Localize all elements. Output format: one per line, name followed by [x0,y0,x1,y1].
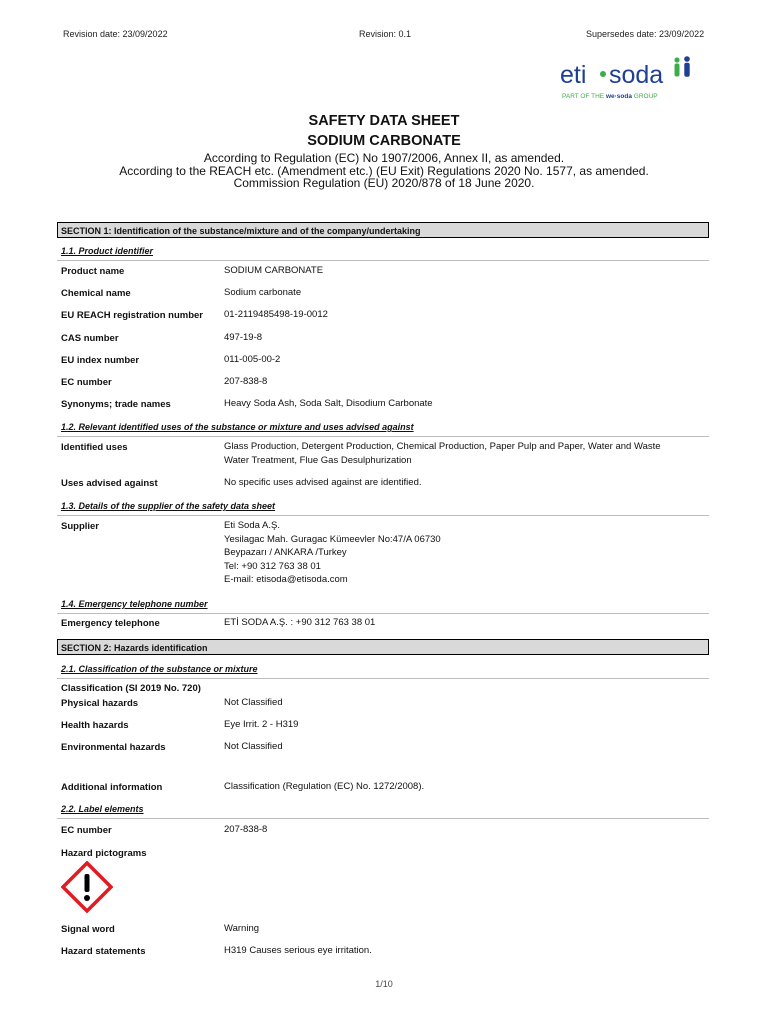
supplier-name: Eti Soda A.Ş. [224,520,280,531]
ghs07-exclamation-icon [61,861,113,913]
supersedes-date: Supersedes date: 23/09/2022 [586,29,705,39]
supplier-address-1: Yesilagac Mah. Guragac Kümeevler No:47/A 06730 [224,534,441,545]
doc-subtitle: SODIUM CARBONATE [307,133,461,149]
label-ec-number-label: EC number [61,825,112,836]
classification-heading: Classification (SI 2019 No. 720) [61,683,201,694]
emergency-telephone-value: ETİ SODA A.Ş. : +90 312 763 38 01 [224,617,376,628]
section-1-heading: SECTION 1: Identification of the substance/mixture and of the company/undertaking [57,222,709,238]
hazard-statements-value: H319 Causes serious eye irritation. [224,945,372,956]
subsection-2-2: 2.2. Label elements [61,804,144,814]
synonyms-label: Synonyms; trade names [61,399,171,410]
section-2-heading: SECTION 2: Hazards identification [57,639,709,655]
regulation-line-2: According to the REACH etc. (Amendment etc.) (EU Exit) Regulations 2020 No. 1577, as amended. [119,164,649,178]
supplier-email: E-mail: etisoda@etisoda.com [224,574,348,585]
svg-text:soda: soda [609,61,664,89]
reach-number-label: EU REACH registration number [61,310,203,321]
identified-uses-value-line-2: Water Treatment, Flue Gas Desulphurization [224,455,412,466]
divider [57,436,709,437]
additional-information-label: Additional information [61,782,163,793]
logo-tagline-pre: PART OF THE [562,93,606,100]
environmental-hazards-value: Not Classified [224,741,283,752]
subsection-2-1: 2.1. Classification of the substance or mixture [61,664,258,674]
logo-tagline-brand: we·soda [605,93,632,100]
svg-text:PART OF THE we·soda GROUP [562,93,658,100]
signal-word-value: Warning [224,923,260,934]
supplier-phone: Tel: +90 312 763 38 01 [224,561,321,572]
company-logo [546,50,706,108]
subsection-1-1: 1.1. Product identifier [61,246,154,256]
chemical-name-value: Sodium carbonate [224,287,302,298]
regulation-line-3: Commission Regulation (EU) 2020/878 of 18 June 2020. [233,176,535,190]
additional-information-value: Classification (Regulation (EC) No. 1272/2008). [224,781,425,792]
chemical-name-label: Chemical name [61,288,131,299]
cas-number-value: 497-19-8 [224,332,263,343]
supplier-address-2: Beypazarı / ANKARA /Turkey [224,547,347,558]
physical-hazards-label: Physical hazards [61,698,139,709]
divider [57,515,709,516]
hazard-statements-label: Hazard statements [61,946,146,957]
divider [57,613,709,614]
synonyms-value: Heavy Soda Ash, Soda Salt, Disodium Carbonate [224,398,433,409]
identified-uses-label: Identified uses [61,442,128,453]
label-ec-number-value: 207-838-8 [224,824,268,835]
revision-number: Revision: 0.1 [359,29,412,39]
divider [57,260,709,261]
hazard-pictograms-label: Hazard pictograms [61,848,147,859]
doc-title: SAFETY DATA SHEET [308,113,460,129]
eu-index-value: 011-005-00-2 [224,354,281,365]
eti-soda-logo-graphic [546,50,706,108]
uses-advised-against-label: Uses advised against [61,478,158,489]
subsection-1-2: 1.2. Relevant identified uses of the substance or mixture and uses advised against [61,422,414,432]
page-number: 1/10 [375,979,393,989]
eu-index-label: EU index number [61,355,140,366]
health-hazards-label: Health hazards [61,720,129,731]
subsection-1-4: 1.4. Emergency telephone number [61,599,208,609]
signal-word-label: Signal word [61,924,115,935]
ec-number-value: 207-838-8 [224,376,268,387]
health-hazards-value: Eye Irrit. 2 - H319 [224,719,299,730]
logo-tagline-post: GROUP [631,93,658,100]
regulation-line-1: According to Regulation (EC) No 1907/2006, Annex II, as amended. [203,151,565,165]
svg-text:eti: eti [560,61,587,89]
cas-number-label: CAS number [61,333,119,344]
divider [57,818,709,819]
divider [57,678,709,679]
supplier-label: Supplier [61,521,100,532]
reach-number-value: 01-2119485498-19-0012 [224,309,328,320]
emergency-telephone-label: Emergency telephone [61,618,160,629]
ec-number-label: EC number [61,377,112,388]
physical-hazards-value: Not Classified [224,697,283,708]
product-name-label: Product name [61,266,125,277]
identified-uses-value-line-1: Glass Production, Detergent Production, Chemical Production, Paper Pulp and Paper, Water and Waste [224,441,661,452]
subsection-1-3: 1.3. Details of the supplier of the safety data sheet [61,501,276,511]
product-name-value: SODIUM CARBONATE [224,265,324,276]
exclamation-mark-pictogram [61,861,113,913]
revision-date: Revision date: 23/09/2022 [63,29,168,39]
environmental-hazards-label: Environmental hazards [61,742,166,753]
people-icon [674,56,689,77]
uses-advised-against-value: No specific uses advised against are identified. [224,477,422,488]
